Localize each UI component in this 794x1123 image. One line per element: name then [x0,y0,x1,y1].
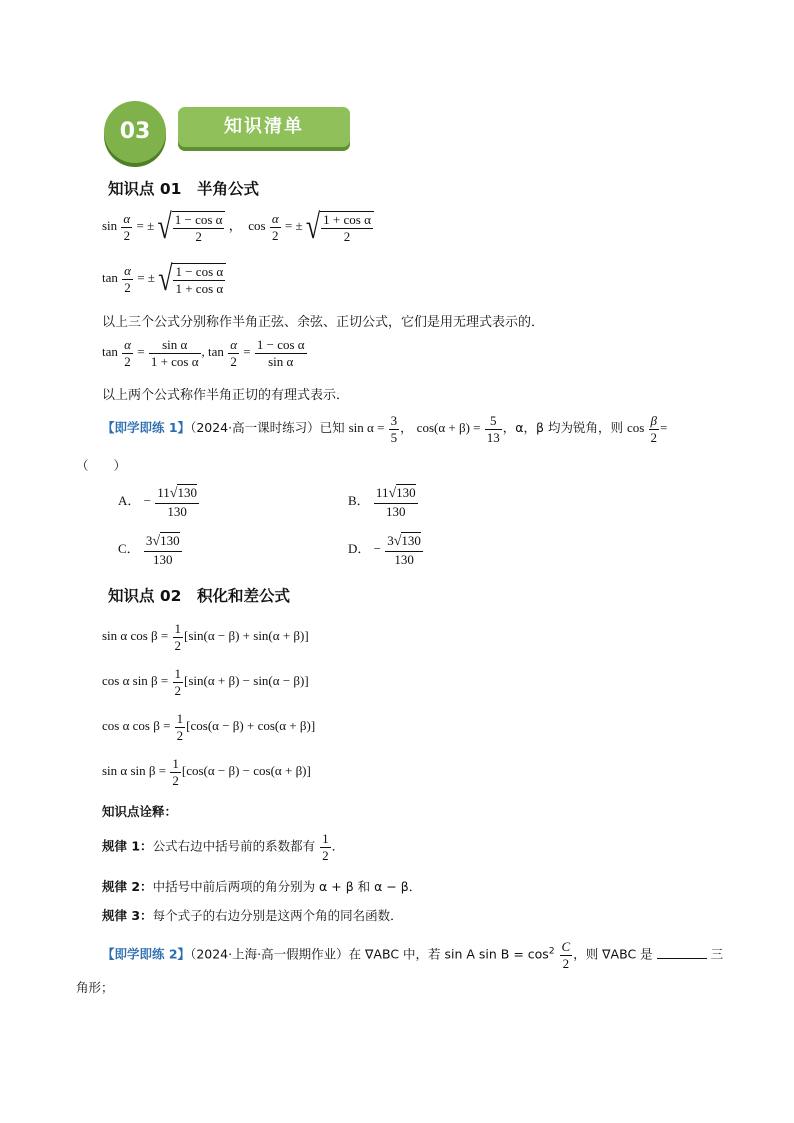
note-rational: 以上两个公式称作半角正切的有理式表示． [102,388,350,403]
rule-2: 规律 2：中括号中前后两项的角分别为 α + β 和 α − β． [102,879,422,894]
heading-half-angle: 知识点 01 半角公式 [108,180,259,198]
option-b[interactable]: B． $\frac{11√130}{130}$ [348,485,416,519]
exercise-1-tag: 【即学即练 1】 [102,420,191,436]
rule-1: 规律 1：公式右边中括号前的系数都有 $\frac{1}{2}$ ． [102,831,345,863]
rule-3: 规律 3：每个式子的右边分别是这两个角的同名函数． [102,908,403,923]
formula-sin-sin: sin α sin β = $\frac{1}{2}$ [cos(α − β) − cos(α + β)] [102,756,311,788]
exercise-1-question: 【即学即练 1】（2024·高一课时练习）已知 sin α = $\frac{3}{5}$ ， cos(α + β) = $\frac{5}{13}$ ，α，β 均为锐角，则 cos $\frac{\beta}{2}$ = [102,413,668,445]
formula-sin-cos: sin α cos β = $\frac{1}{2}$ [sin(α − β) + sin(α + β)] [102,621,309,653]
section-title: 知识清单 [224,116,304,137]
option-a[interactable]: A． − $\frac{11√130}{130}$ [118,485,197,519]
formula-sin-cos-half: sin $\frac{\alpha}{2}$ = ± √ $\frac{\text{1 − cos α}}{2}$ ， cos $\frac{\alpha}{2}$ = ± √ $\frac{\text{1 + cos α}}{2}$ [102,211,374,243]
exercise-2-line2: 角形； [76,980,114,995]
formula-tan-half: tan $\frac{\alpha}{2}$ = ± √ $\frac{\text{1 − cos α}}{\text{1 + cos α}}$ [102,263,226,295]
exercise-2-question: 【即学即练 2】（2024·上海·高一假期作业）在 ∇ABC 中，若 sin A $\sin B = \cos^2$ $\frac{C}{2}$ ，则 ∇ABC 是 三 [102,939,724,971]
note-irrational: 以上三个公式分别称作半角正弦、余弦、正切公式，它们是用无理式表示的． [102,315,545,330]
section-number: 03 [119,119,151,144]
explain-title: 知识点诠释： [102,804,178,819]
formula-cos-sin: cos α sin β = $\frac{1}{2}$ [sin(α + β) − sin(α − β)] [102,666,309,698]
formula-cos-cos: cos α cos β = $\frac{1}{2}$ [cos(α − β) + cos(α + β)] [102,711,316,743]
option-d[interactable]: D． − $\frac{3√130}{130}$ [348,533,421,567]
answer-blank[interactable] [657,946,707,959]
heading-product-to-sum: 知识点 02 积化和差公式 [108,587,290,605]
formula-tan-rational: tan $\frac{\alpha}{2}$ = $\frac{\text{sin α}}{\text{1 + cos α}}$ , tan $\frac{\alpha}{2}$ = $\frac{\text{1 − cos α}}{\text{sin α}}$ [102,337,305,369]
exercise-1-answer-paren: （ ） [76,458,127,473]
option-c[interactable]: C． $\frac{3√130}{130}$ [118,533,180,567]
exercise-2-tag: 【即学即练 2】 [102,946,191,962]
